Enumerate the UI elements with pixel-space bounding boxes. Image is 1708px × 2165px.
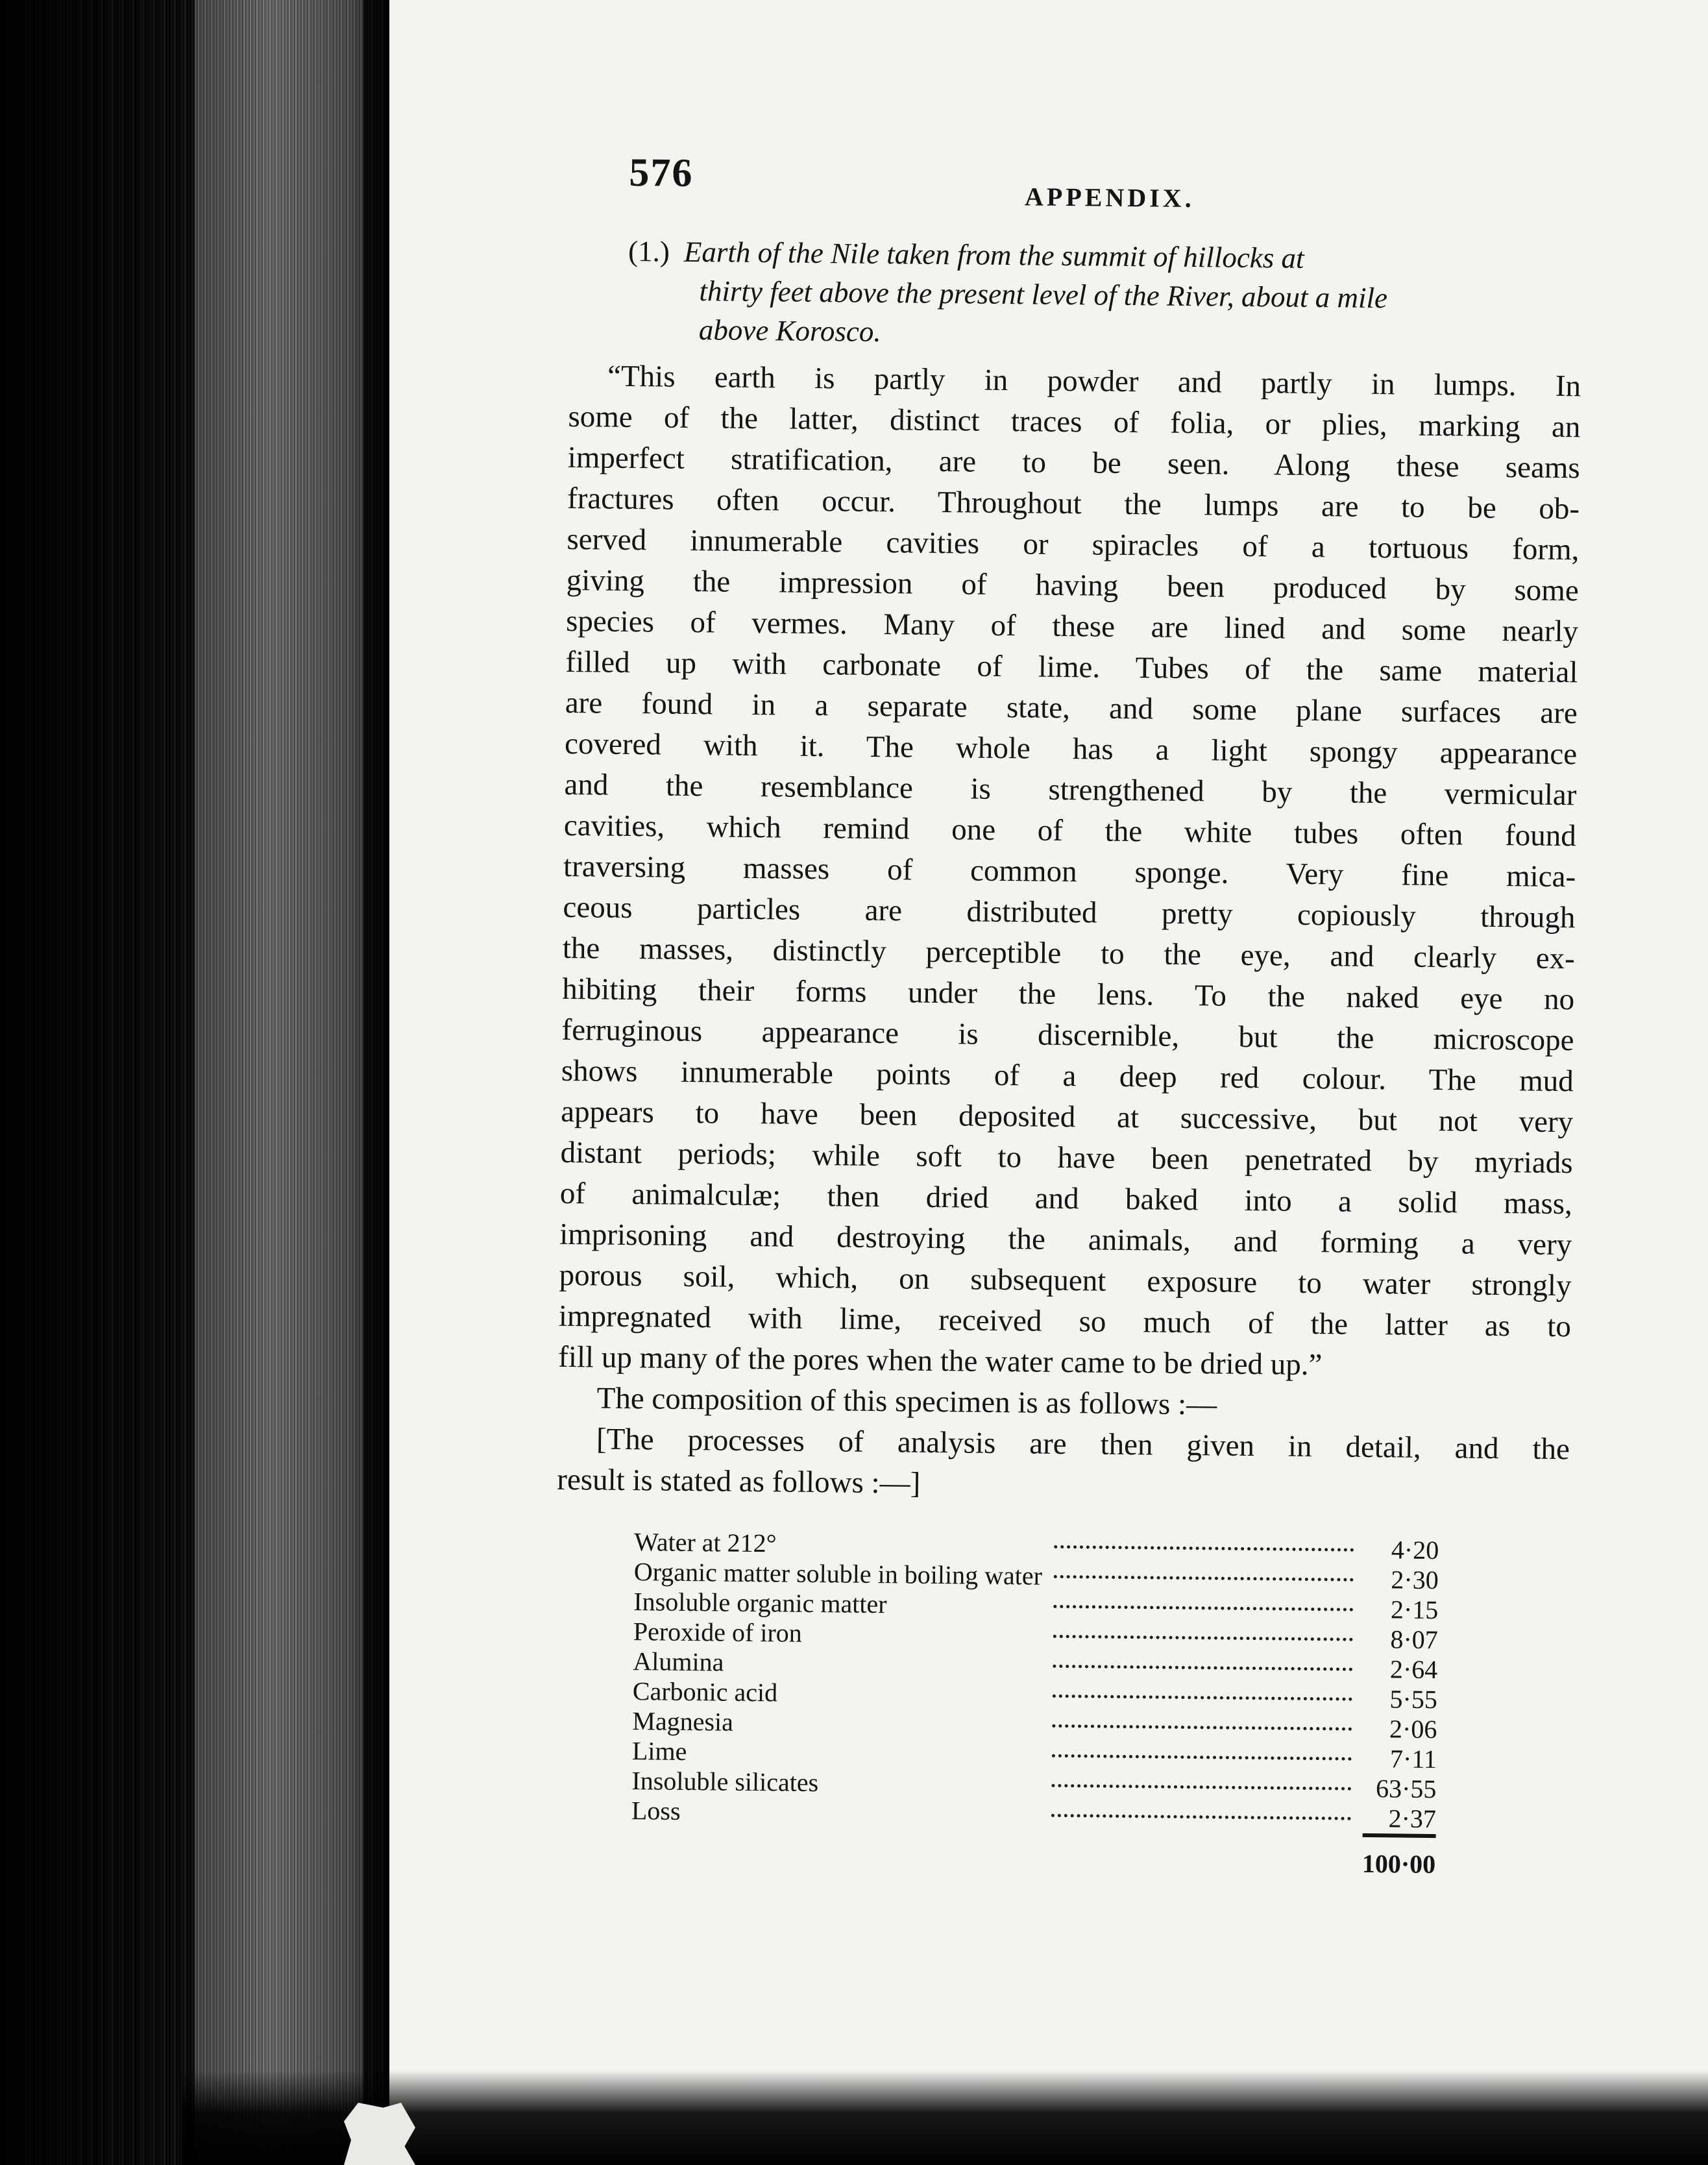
- entry-number: (1.): [628, 234, 670, 268]
- analysis-total: 100·00: [1362, 1835, 1436, 1879]
- dot-leader: [1040, 1711, 1363, 1744]
- text-line: of animalculæ; then dried and baked into a solid mass,: [559, 1176, 1573, 1221]
- analysis-table: [631, 1527, 1439, 1879]
- spine-shadow: [0, 0, 389, 2165]
- text-line: filled up with carbonate of lime. Tubes of the same material: [565, 644, 1578, 690]
- text-line: cavities, which remind one of the white tubes often found: [563, 808, 1577, 853]
- analysis-value: 2·37: [1388, 1804, 1437, 1834]
- analysis-item: Insoluble organic matter: [633, 1587, 887, 1619]
- text-line: shows innumerable points of a deep red colour. The mud: [561, 1053, 1574, 1099]
- text-line: giving the impression of having been produced by some: [566, 563, 1580, 608]
- analysis-value: 2·64: [1389, 1654, 1438, 1685]
- paper-scrap: [344, 2103, 415, 2165]
- entry-title-line: thirty feet above the present level of the River, about a mile: [699, 275, 1388, 315]
- text-line: served innumerable cavities or spiracles of a tortuous form,: [567, 522, 1580, 567]
- dot-leader: [1041, 1681, 1364, 1714]
- text-line: distant periods; while soft to have been penetrated by myriads: [560, 1135, 1573, 1180]
- text-line: imprisoning and destroying the animals, and forming a very: [559, 1217, 1572, 1262]
- analysis-value: 8·07: [1390, 1624, 1439, 1655]
- dot-leader: [1040, 1770, 1363, 1804]
- page-bottom-shadow: [182, 2070, 1708, 2165]
- analysis-item: Insoluble silicates: [631, 1766, 819, 1798]
- dot-leader: [1040, 1741, 1363, 1774]
- entry-title-line: above Korosco.: [698, 313, 881, 349]
- analysis-value: 2·15: [1390, 1595, 1439, 1625]
- text-line: and the resemblance is strengthened by the vermicular: [564, 767, 1577, 813]
- analysis-item: Loss: [631, 1796, 681, 1826]
- analysis-value: 4·20: [1391, 1535, 1439, 1565]
- analysis-item: Carbonic acid: [632, 1676, 778, 1707]
- text-line: fractures often occur. Throughout the lumps are to be ob-: [567, 481, 1580, 526]
- dot-leader: [1041, 1651, 1364, 1684]
- text-line: ferruginous appearance is discernible, but the microscope: [561, 1012, 1574, 1058]
- text-line: result is stated as follows :—]: [557, 1462, 921, 1500]
- analysis-item: Organic matter soluble in boiling water: [633, 1557, 1043, 1591]
- analysis-item: Lime: [631, 1736, 687, 1767]
- analysis-value: 63·55: [1375, 1774, 1437, 1804]
- dot-leader: [1042, 1532, 1365, 1565]
- analysis-value: 2·30: [1391, 1565, 1439, 1595]
- page-number: 576: [629, 150, 694, 195]
- analysis-value: 7·11: [1389, 1744, 1437, 1774]
- analysis-item: Alumina: [633, 1646, 724, 1677]
- analysis-item: Magnesia: [632, 1706, 734, 1737]
- text-line: covered with it. The whole has a light spongy appearance: [564, 726, 1578, 772]
- text-line: some of the latter, distinct traces of folia, or plies, marking an: [568, 399, 1581, 445]
- page-header: [570, 136, 1583, 218]
- text-line: ceous particles are distributed pretty copiously through: [563, 890, 1576, 935]
- text-line: “This earth is partly in powder and partly in lumps. In: [607, 359, 1581, 404]
- text-line: hibiting their forms under the lens. To the naked eye no: [561, 972, 1575, 1017]
- text-line: porous soil, which, on subsequent exposure to water strongly: [559, 1258, 1572, 1303]
- analysis-value: 5·55: [1389, 1684, 1438, 1715]
- text-line: traversing masses of common sponge. Very fine mica-: [563, 849, 1576, 894]
- analysis-value: 2·06: [1389, 1714, 1437, 1744]
- text-line: imperfect stratification, are to be seen. Along these seams: [567, 440, 1581, 485]
- dot-leader: [1042, 1561, 1365, 1595]
- dot-leader: [1042, 1591, 1365, 1624]
- text-line: impregnated with lime, received so much of the latter as to: [558, 1299, 1572, 1344]
- total-row: [631, 1828, 1436, 1879]
- text-line: The composition of this specimen is as follows :—: [596, 1381, 1217, 1422]
- dot-leader: [1042, 1621, 1365, 1654]
- entry-heading: [628, 232, 1583, 358]
- analysis-item: Water at 212°: [634, 1527, 777, 1558]
- quoted-description: [558, 356, 1581, 1388]
- analysis-note: [557, 1419, 1570, 1511]
- entry-title-line: Earth of the Nile taken from the summit of hillocks at: [683, 235, 1304, 275]
- text-line: appears to have been deposited at successive, but not very: [560, 1094, 1574, 1140]
- text-line: species of vermes. Many of these are lined and some nearly: [565, 604, 1579, 649]
- text-line: [The processes of analysis are then given in detail, and the: [596, 1422, 1570, 1467]
- text-line: fill up many of the pores when the water came to be dried up.”: [558, 1339, 1323, 1382]
- text-line: the masses, distinctly perceptible to the eye, and clearly ex-: [562, 931, 1576, 976]
- text-line: are found in a separate state, and some plane surfaces are: [565, 685, 1578, 731]
- page-text-block: [553, 136, 1583, 1881]
- running-head: APPENDIX.: [1024, 182, 1195, 214]
- analysis-item: Peroxide of iron: [633, 1617, 803, 1648]
- dot-leader: [1040, 1800, 1363, 1835]
